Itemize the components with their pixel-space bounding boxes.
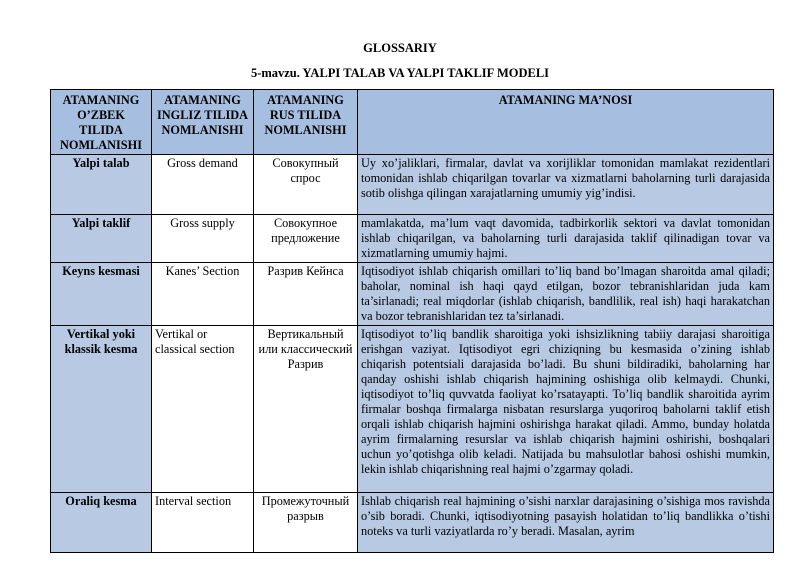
header-uzbek-term: ATAMANING O’ZBEK TILIDA NOMLANISHI — [51, 90, 152, 155]
english-term-cell: Gross supply — [152, 215, 254, 263]
english-term-cell: Kanes’ Section — [152, 263, 254, 326]
russian-term-cell: Совокупный спрос — [254, 155, 358, 215]
header-meaning: ATAMANING MA’NOSI — [358, 90, 774, 155]
uzbek-term-cell: Keyns kesmasi — [51, 263, 152, 326]
meaning-cell: Iqtisodiyot ishlab chiqarish omillari to’liq band bo’lmagan sharoitda amal qiladi; baholar, nominal ish haqi qayd etilgan, bozor tebranishlaridan juda kam ta’sirlanadi; real miqdorlar (ishlab chiqarish, bandlilik, real ish) haqi harakatchan va bozor tebranishlaridan tez ta’sirlanadi. — [358, 263, 774, 326]
table-row — [51, 155, 774, 215]
table-row — [51, 263, 774, 326]
table-row — [51, 326, 774, 493]
uzbek-term-cell: Vertikal yoki klassik kesma — [51, 326, 152, 493]
table-row — [51, 493, 774, 553]
english-term-cell: Interval section — [152, 493, 254, 553]
table-row — [51, 215, 774, 263]
meaning-cell: Iqtisodiyot to’liq bandlik sharoitiga yoki ishsizlikning tabiiy darajasi sharoitiga erishgan vaziyat. Iqtisodiyot egri chiziqning bu kesmasida o’zining ishlab chiqarish potentsiali darajasida bo’ladi. Bu shuni bildiradiki, baholarning har qanday oshishi ishlab chiqarish hajmining oshishiga olib kelmaydi. Chunki, iqtisodiyot to’liq quvvatda faoliyat ko’rsatayapti. To’liq bandlik sharoitida ayrim firmalar boshqa firmalarga nisbatan resurslarga yuqoriroq baholarni taklif etish orqali ishlab chiqarish hajmini oshirishga harakat qiladi. Ammo, bunday holatda ayrim firmalarning resurslar va ishlab chiqarish hajmini oshirishi, boshqalari uchun yo’qotishga olib keladi. Natijada bu mahsulotlar bahosi oshishi mumkin, lekin ishlab chiqarishning real hajmi o’zgarmay qoladi. — [358, 326, 774, 493]
header-english-term: ATAMANING INGLIZ TILIDA NOMLANISHI — [152, 90, 254, 155]
uzbek-term-cell: Yalpi talab — [51, 155, 152, 215]
english-term-cell: Vertikal or classical section — [152, 326, 254, 493]
meaning-cell: mamlakatda, ma’lum vaqt davomida, tadbirkorlik sektori va davlat tomonidan ishlab chiqarilgan, va baholarning turli darajasida taklif qilinadigan tovar va xizmatlarning umumiy hajmi. — [358, 215, 774, 263]
table-header-row — [51, 90, 774, 155]
header-russian-term: ATAMANING RUS TILIDA NOMLANISHI — [254, 90, 358, 155]
english-term-cell: Gross demand — [152, 155, 254, 215]
meaning-cell: Ishlab chiqarish real hajmining o’sishi narxlar darajasining o’sishiga mos ravishda o’sib boradi. Chunki, iqtisodiyotning pasayish holatidan to’liq bandlikka o’tishi noteks va turli vaziyatlarda ro’y beradi. Masalan, ayrim — [358, 493, 774, 553]
russian-term-cell: Разрив Кейнса — [254, 263, 358, 326]
russian-term-cell: Промежуточный разрыв — [254, 493, 358, 553]
russian-term-cell: Совокупное предложение — [254, 215, 358, 263]
uzbek-term-cell: Yalpi taklif — [51, 215, 152, 263]
document-title: GLOSSARIY — [363, 41, 437, 55]
document-subtitle: 5-mavzu. YALPI TALAB VA YALPI TAKLIF MODELI — [250, 66, 550, 80]
glossary-table — [50, 89, 774, 553]
meaning-cell: Uy xo’jaliklari, firmalar, davlat va xorijliklar tomonidan mamlakat rezidentlari tomonidan ishlab chiqarilgan tovarlar va xizmatlarni baholarning turli darajasida sotib olishga qilingan xarajatlarning umumiy yig’indisi. — [358, 155, 774, 215]
uzbek-term-cell: Oraliq kesma — [51, 493, 152, 553]
russian-term-cell: Вертикальный или классический Разрив — [254, 326, 358, 493]
